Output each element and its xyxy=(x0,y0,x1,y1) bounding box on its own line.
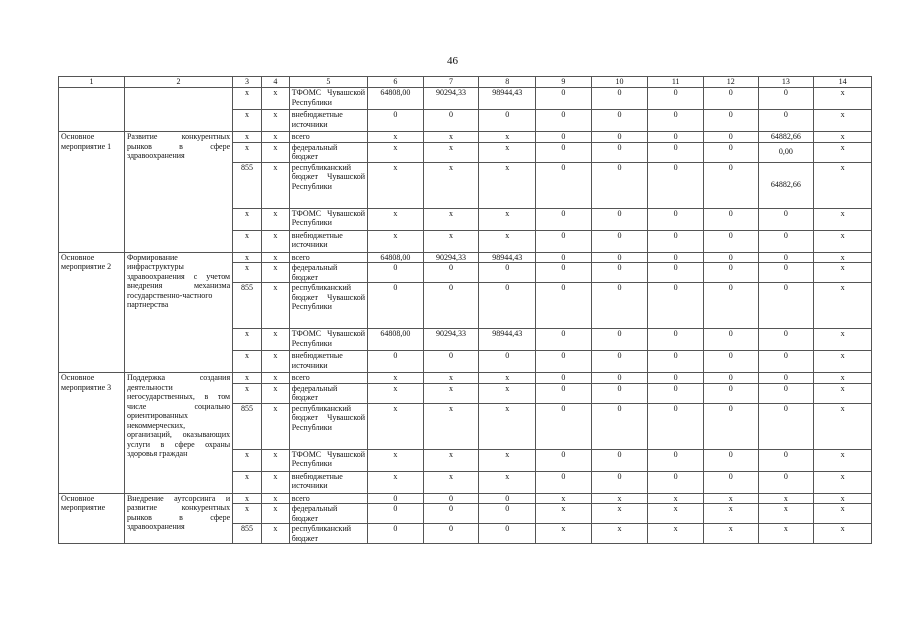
value-cell: x xyxy=(479,373,536,384)
value-cell: 0 xyxy=(648,162,704,208)
value-cell: x xyxy=(814,88,872,110)
value-cell: x xyxy=(368,230,424,252)
header-cell: 2 xyxy=(124,77,232,88)
value-cell: x xyxy=(479,132,536,143)
value-cell: 0 xyxy=(703,132,758,143)
value-cell: 0 xyxy=(591,449,648,471)
value-cell: x xyxy=(423,230,479,252)
value-cell: 0 xyxy=(591,132,648,143)
value-cell: 0 xyxy=(648,471,704,493)
value-cell: x xyxy=(261,230,289,252)
value-cell: 0 xyxy=(703,230,758,252)
table-row xyxy=(59,132,872,143)
header-cell: 4 xyxy=(261,77,289,88)
header-cell: 1 xyxy=(59,77,125,88)
header-cell: 5 xyxy=(289,77,367,88)
value-cell: x xyxy=(261,471,289,493)
value-cell: x xyxy=(233,329,262,351)
value-cell: x xyxy=(814,142,872,162)
value-cell: 0 xyxy=(591,329,648,351)
value-cell: 0 xyxy=(536,351,592,373)
value-cell: x xyxy=(758,493,814,504)
header-cell: 7 xyxy=(423,77,479,88)
value-cell: x xyxy=(648,493,704,504)
value-cell: 0 xyxy=(703,283,758,329)
funding-source-cell: ТФОМС Чувашской Республики xyxy=(289,208,367,230)
value-cell: x xyxy=(423,162,479,208)
value-cell: x xyxy=(423,471,479,493)
table-row xyxy=(59,88,872,110)
value-cell: x xyxy=(233,373,262,384)
value-cell: 0 xyxy=(648,132,704,143)
funding-source-cell: внебюджетные источники xyxy=(289,351,367,373)
value-cell: 0 xyxy=(758,283,814,329)
value-cell: x xyxy=(233,383,262,403)
value-cell: 0 xyxy=(536,142,592,162)
value-cell: 0 xyxy=(591,88,648,110)
value-cell: x xyxy=(479,142,536,162)
value-cell: 0 xyxy=(648,252,704,263)
value-cell: 0 xyxy=(479,283,536,329)
value-cell: 0 xyxy=(648,283,704,329)
value-cell: 0 xyxy=(758,88,814,110)
value-cell: x xyxy=(368,449,424,471)
value-cell: x xyxy=(233,504,262,524)
value-cell: 64882,66 xyxy=(758,132,814,143)
value-cell: x xyxy=(233,132,262,143)
value-cell: x xyxy=(423,132,479,143)
value-cell: 0,00 xyxy=(758,142,814,162)
value-cell: 0 xyxy=(758,208,814,230)
value-cell: x xyxy=(758,524,814,544)
value-cell: x xyxy=(233,142,262,162)
value-cell: 0 xyxy=(703,142,758,162)
header-cell: 6 xyxy=(368,77,424,88)
value-cell: x xyxy=(368,208,424,230)
value-cell: x xyxy=(233,230,262,252)
value-cell: 0 xyxy=(591,373,648,384)
value-cell: x xyxy=(233,471,262,493)
value-cell: 0 xyxy=(423,110,479,132)
value-cell: 0 xyxy=(536,252,592,263)
value-cell: 855 xyxy=(233,162,262,208)
value-cell: 0 xyxy=(591,230,648,252)
funding-source-cell: республиканский бюджет Чувашской Республики xyxy=(289,162,367,208)
value-cell: x xyxy=(814,504,872,524)
value-cell: 0 xyxy=(758,263,814,283)
value-cell: 0 xyxy=(368,524,424,544)
table-row xyxy=(59,252,872,263)
funding-source-cell: ТФОМС Чувашской Республики xyxy=(289,329,367,351)
value-cell: x xyxy=(814,383,872,403)
value-cell: x xyxy=(261,329,289,351)
value-cell: 0 xyxy=(423,524,479,544)
header-cell: 3 xyxy=(233,77,262,88)
event-title-cell xyxy=(124,88,232,132)
value-cell: x xyxy=(261,383,289,403)
event-name-cell: Основное мероприятие 2 xyxy=(59,252,125,373)
value-cell: 0 xyxy=(479,504,536,524)
funding-source-cell: всего xyxy=(289,132,367,143)
value-cell: x xyxy=(479,449,536,471)
value-cell: x xyxy=(233,449,262,471)
value-cell: 64808,00 xyxy=(368,329,424,351)
value-cell: 0 xyxy=(536,373,592,384)
header-cell: 12 xyxy=(703,77,758,88)
funding-source-cell: республиканский бюджет Чувашской Республики xyxy=(289,283,367,329)
value-cell: 0 xyxy=(368,263,424,283)
value-cell: x xyxy=(591,504,648,524)
value-cell: x xyxy=(261,504,289,524)
value-cell: 0 xyxy=(703,351,758,373)
value-cell: 0 xyxy=(536,383,592,403)
event-title-cell: Поддержка создания деятельности негосударственных, в том числе социально ориентированных некоммерческих, организаций, оказывающих услуги в сфере охраны здоровья граждан xyxy=(124,373,232,494)
event-title-cell: Внедрение аутсорсинга и развитие конкурентных рынков в сфере здравоохранения xyxy=(124,493,232,544)
value-cell: x xyxy=(233,252,262,263)
value-cell: x xyxy=(814,283,872,329)
value-cell: x xyxy=(261,208,289,230)
value-cell: x xyxy=(814,373,872,384)
funding-source-cell: всего xyxy=(289,493,367,504)
value-cell: 0 xyxy=(479,524,536,544)
value-cell: 0 xyxy=(536,208,592,230)
value-cell: 0 xyxy=(758,471,814,493)
value-cell: 98944,43 xyxy=(479,88,536,110)
value-cell: x xyxy=(261,162,289,208)
funding-source-cell: всего xyxy=(289,373,367,384)
value-cell: x xyxy=(814,230,872,252)
value-cell: 0 xyxy=(536,110,592,132)
value-cell: x xyxy=(814,329,872,351)
budget-table xyxy=(58,76,872,544)
event-name-cell xyxy=(59,88,125,132)
value-cell: 0 xyxy=(536,329,592,351)
value-cell: x xyxy=(233,263,262,283)
value-cell: x xyxy=(233,493,262,504)
value-cell: x xyxy=(814,252,872,263)
value-cell: 0 xyxy=(479,263,536,283)
funding-source-cell: всего xyxy=(289,252,367,263)
value-cell: 64808,00 xyxy=(368,88,424,110)
value-cell: 0 xyxy=(648,383,704,403)
value-cell: 90294,33 xyxy=(423,88,479,110)
value-cell: 0 xyxy=(703,208,758,230)
value-cell: x xyxy=(261,132,289,143)
value-cell: 0 xyxy=(703,403,758,449)
value-cell: 0 xyxy=(703,329,758,351)
value-cell: 0 xyxy=(591,252,648,263)
value-cell: 90294,33 xyxy=(423,252,479,263)
value-cell: 0 xyxy=(758,373,814,384)
header-row xyxy=(59,77,872,88)
value-cell: 0 xyxy=(703,383,758,403)
page-number: 46 xyxy=(447,55,458,67)
value-cell: 0 xyxy=(591,383,648,403)
value-cell: x xyxy=(814,110,872,132)
value-cell: x xyxy=(479,403,536,449)
value-cell: 0 xyxy=(758,110,814,132)
table-row xyxy=(59,373,872,384)
value-cell: 0 xyxy=(368,504,424,524)
value-cell: 0 xyxy=(536,230,592,252)
value-cell: 0 xyxy=(758,230,814,252)
value-cell: x xyxy=(423,208,479,230)
funding-source-cell: ТФОМС Чувашской Республики xyxy=(289,449,367,471)
funding-source-cell: федеральный бюджет xyxy=(289,142,367,162)
value-cell: x xyxy=(758,504,814,524)
table-body xyxy=(59,77,872,544)
value-cell: x xyxy=(368,383,424,403)
value-cell: 0 xyxy=(591,142,648,162)
value-cell: 0 xyxy=(648,110,704,132)
value-cell: 855 xyxy=(233,524,262,544)
value-cell: 0 xyxy=(758,449,814,471)
value-cell: x xyxy=(261,88,289,110)
value-cell: 0 xyxy=(423,263,479,283)
value-cell: x xyxy=(261,373,289,384)
value-cell: x xyxy=(261,403,289,449)
value-cell: 0 xyxy=(648,373,704,384)
value-cell: 0 xyxy=(703,110,758,132)
value-cell: x xyxy=(368,142,424,162)
value-cell: x xyxy=(261,283,289,329)
value-cell: x xyxy=(703,504,758,524)
value-cell: x xyxy=(814,403,872,449)
value-cell: 0 xyxy=(758,351,814,373)
funding-source-cell: федеральный бюджет xyxy=(289,504,367,524)
event-title-cell: Формирование инфраструктуры здравоохранения с учетом внедрения механизма государственно-частного партнерства xyxy=(124,252,232,373)
value-cell: x xyxy=(814,351,872,373)
value-cell: 0 xyxy=(368,110,424,132)
value-cell: x xyxy=(703,524,758,544)
value-cell: 0 xyxy=(591,351,648,373)
value-cell: 0 xyxy=(648,142,704,162)
value-cell: 0 xyxy=(536,449,592,471)
value-cell: x xyxy=(814,471,872,493)
value-cell: x xyxy=(261,142,289,162)
funding-source-cell: федеральный бюджет xyxy=(289,263,367,283)
value-cell: 855 xyxy=(233,403,262,449)
value-cell: 0 xyxy=(758,329,814,351)
funding-source-cell: республиканский бюджет Чувашской Республики xyxy=(289,403,367,449)
header-cell: 14 xyxy=(814,77,872,88)
value-cell: x xyxy=(423,403,479,449)
value-cell: x xyxy=(233,88,262,110)
value-cell: 0 xyxy=(479,351,536,373)
value-cell: 0 xyxy=(536,403,592,449)
value-cell: 0 xyxy=(758,403,814,449)
funding-source-cell: республиканский бюджет xyxy=(289,524,367,544)
value-cell: 0 xyxy=(648,329,704,351)
value-cell: x xyxy=(479,208,536,230)
value-cell: 0 xyxy=(536,283,592,329)
value-cell: x xyxy=(233,208,262,230)
value-cell: 0 xyxy=(703,88,758,110)
funding-source-cell: ТФОМС Чувашской Республики xyxy=(289,88,367,110)
value-cell: 0 xyxy=(648,351,704,373)
value-cell: 0 xyxy=(703,252,758,263)
value-cell: x xyxy=(814,524,872,544)
value-cell: 0 xyxy=(591,162,648,208)
value-cell: x xyxy=(479,162,536,208)
value-cell: x xyxy=(536,493,592,504)
value-cell: 98944,43 xyxy=(479,329,536,351)
value-cell: 0 xyxy=(479,493,536,504)
value-cell: x xyxy=(814,162,872,208)
funding-source-cell: внебюджетные источники xyxy=(289,230,367,252)
value-cell: 0 xyxy=(591,263,648,283)
value-cell: x xyxy=(261,524,289,544)
value-cell: x xyxy=(479,230,536,252)
value-cell: 0 xyxy=(423,493,479,504)
value-cell: 0 xyxy=(536,263,592,283)
value-cell: x xyxy=(814,263,872,283)
value-cell: x xyxy=(261,252,289,263)
value-cell: x xyxy=(479,471,536,493)
value-cell: x xyxy=(423,373,479,384)
value-cell: 0 xyxy=(591,110,648,132)
value-cell: 0 xyxy=(703,471,758,493)
event-name-cell: Основное мероприятие 3 xyxy=(59,373,125,494)
value-cell: x xyxy=(261,263,289,283)
value-cell: 64808,00 xyxy=(368,252,424,263)
value-cell: 0 xyxy=(368,283,424,329)
value-cell: 0 xyxy=(536,132,592,143)
value-cell: x xyxy=(814,493,872,504)
value-cell: x xyxy=(261,351,289,373)
value-cell: x xyxy=(648,524,704,544)
value-cell: x xyxy=(368,132,424,143)
value-cell: 0 xyxy=(703,449,758,471)
value-cell: x xyxy=(648,504,704,524)
value-cell: x xyxy=(233,351,262,373)
event-name-cell: Основное мероприятие xyxy=(59,493,125,544)
value-cell: 0 xyxy=(648,208,704,230)
header-cell: 11 xyxy=(648,77,704,88)
value-cell: 0 xyxy=(758,383,814,403)
funding-source-cell: внебюджетные источники xyxy=(289,471,367,493)
value-cell: 0 xyxy=(703,162,758,208)
value-cell: 0 xyxy=(368,351,424,373)
table-row xyxy=(59,493,872,504)
value-cell: 0 xyxy=(703,373,758,384)
value-cell: 0 xyxy=(423,283,479,329)
value-cell: 0 xyxy=(591,471,648,493)
value-cell: x xyxy=(703,493,758,504)
funding-source-cell: внебюджетные источники xyxy=(289,110,367,132)
value-cell: x xyxy=(261,449,289,471)
value-cell: x xyxy=(261,110,289,132)
value-cell: x xyxy=(368,471,424,493)
header-cell: 10 xyxy=(591,77,648,88)
value-cell: 0 xyxy=(648,88,704,110)
value-cell: x xyxy=(368,373,424,384)
value-cell: x xyxy=(368,162,424,208)
funding-source-cell: федеральный бюджет xyxy=(289,383,367,403)
value-cell: 0 xyxy=(536,88,592,110)
value-cell: 90294,33 xyxy=(423,329,479,351)
value-cell: x xyxy=(536,504,592,524)
event-title-cell: Развитие конкурентных рынков в сфере здравоохранения xyxy=(124,132,232,253)
value-cell: 0 xyxy=(591,403,648,449)
value-cell: 0 xyxy=(648,263,704,283)
value-cell: x xyxy=(479,383,536,403)
value-cell: 855 xyxy=(233,283,262,329)
value-cell: 0 xyxy=(423,351,479,373)
value-cell: 0 xyxy=(648,449,704,471)
value-cell: 0 xyxy=(423,504,479,524)
header-cell: 8 xyxy=(479,77,536,88)
value-cell: x xyxy=(536,524,592,544)
value-cell: 0 xyxy=(703,263,758,283)
value-cell: 0 xyxy=(368,493,424,504)
value-cell: 0 xyxy=(536,471,592,493)
value-cell: x xyxy=(814,208,872,230)
value-cell: 0 xyxy=(591,208,648,230)
value-cell: 0 xyxy=(536,162,592,208)
value-cell: 0 xyxy=(648,230,704,252)
value-cell: x xyxy=(814,449,872,471)
value-cell: 0 xyxy=(758,252,814,263)
value-cell: x xyxy=(423,383,479,403)
value-cell: x xyxy=(591,493,648,504)
header-cell: 13 xyxy=(758,77,814,88)
header-cell: 9 xyxy=(536,77,592,88)
value-cell: 64882,66 xyxy=(758,162,814,208)
value-cell: 98944,43 xyxy=(479,252,536,263)
value-cell: 0 xyxy=(591,283,648,329)
value-cell: x xyxy=(814,132,872,143)
value-cell: x xyxy=(233,110,262,132)
value-cell: x xyxy=(423,449,479,471)
value-cell: x xyxy=(368,403,424,449)
value-cell: x xyxy=(591,524,648,544)
value-cell: 0 xyxy=(648,403,704,449)
event-name-cell: Основное мероприятие 1 xyxy=(59,132,125,253)
value-cell: x xyxy=(261,493,289,504)
value-cell: 0 xyxy=(479,110,536,132)
value-cell: x xyxy=(423,142,479,162)
